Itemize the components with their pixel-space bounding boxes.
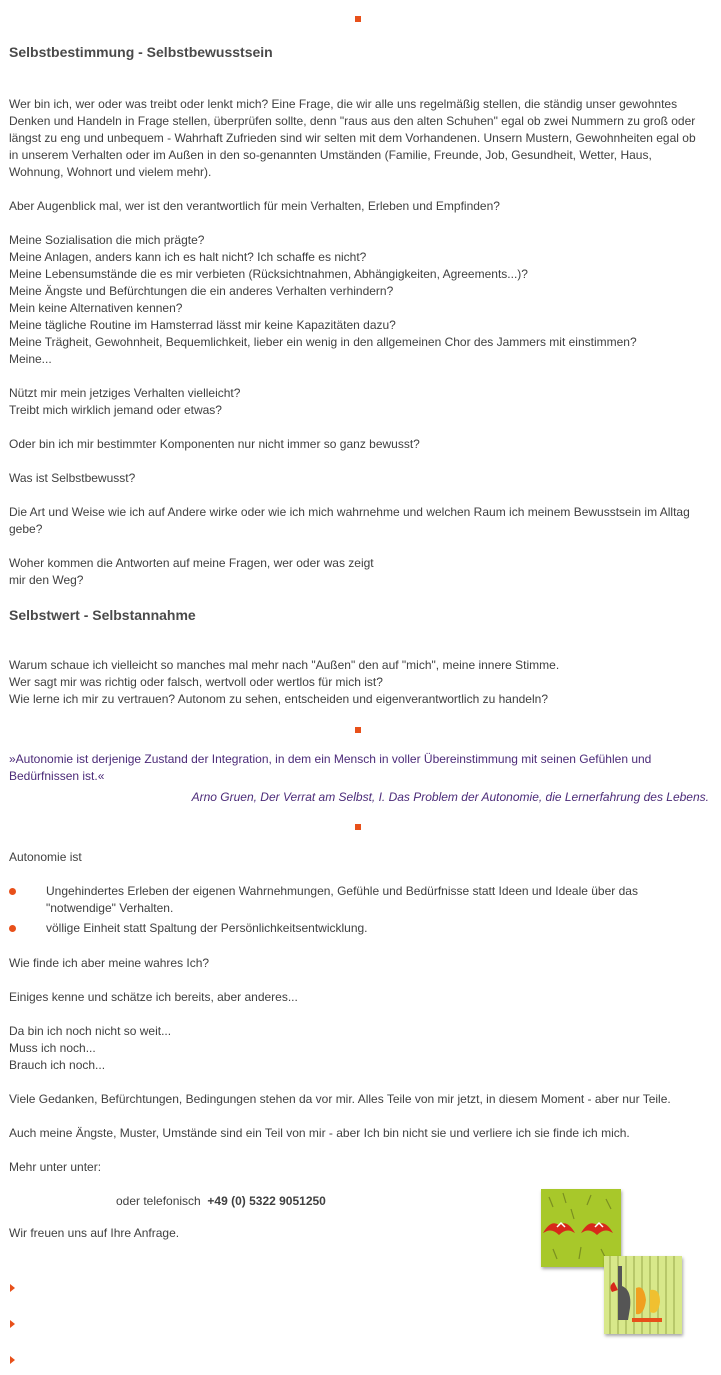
section-heading-selbstbestimmung: Selbstbestimmung - Selbstbewusstsein xyxy=(9,44,273,60)
text-line: gebe? xyxy=(9,522,43,536)
text-line: in unserem Verhalten oder im Außen in den so-genannten Umständen (Familie, Freunde, Job, Gesundheit, Wetter, Haus, xyxy=(9,148,652,162)
phone-label: oder telefonisch xyxy=(116,1194,201,1208)
text-line: Mein keine Alternativen kennen? xyxy=(9,301,183,315)
text-line: Mehr unter unter: xyxy=(9,1160,102,1174)
text-line: Wer sagt mir was richtig oder falsch, wertvoll oder wertlos für mich ist? xyxy=(9,675,383,689)
autonomie-ist-label xyxy=(9,849,704,866)
text-line: Meine... xyxy=(9,352,52,366)
quote-line: Bedürfnissen ist.« xyxy=(9,769,105,783)
text-line: Meine tägliche Routine im Hamsterrad lässt mir keine Kapazitäten dazu? xyxy=(9,318,396,332)
text-line: Einiges kenne und schätze ich bereits, aber anderes... xyxy=(9,990,298,1004)
text-line: Meine Anlagen, anders kann ich es halt nicht? Ich schaffe es nicht? xyxy=(9,250,367,264)
noch-paragraph xyxy=(9,1023,704,1074)
text-line: Muss ich noch... xyxy=(9,1041,96,1055)
section-heading-selbstwert: Selbstwert - Selbstannahme xyxy=(9,607,196,623)
woher-paragraph xyxy=(9,555,704,589)
text-line: längst zu eng und unbequem - Wahrhaft Zufrieden sind wir selten mit dem Vorhandenen. Unsern Mustern, Gewohnheiten egal ob xyxy=(9,131,696,145)
link-triangle-right-icon[interactable] xyxy=(10,1320,15,1328)
autonomie-quote xyxy=(9,751,709,785)
bullet-dot-icon xyxy=(9,925,16,932)
text-line: Meine Lebensumstände die es mir verbieten (Rücksichtnahmen, Abhängigkeiten, Agreements...)? xyxy=(9,267,528,281)
text-line: Wie lerne ich mir zu vertrauen? Autonom zu sehen, entscheiden und eigenverantwortlich zu handeln? xyxy=(9,692,548,706)
text-line: "notwendige" Verhalten. xyxy=(46,901,174,915)
list-item xyxy=(9,883,689,917)
intro-paragraph xyxy=(9,96,704,181)
selbstwert-paragraph xyxy=(9,657,704,708)
list-item xyxy=(9,920,689,937)
text-line: Viele Gedanken, Befürchtungen, Bedingungen stehen da vor mir. Alles Teile von mir jetzt, in diesem Moment - aber nur Teile. xyxy=(9,1092,671,1106)
quote-line: »Autonomie ist derjenige Zustand der Integration, in dem ein Mensch in voller Übereinstimmung mit seinen Gefühlen und xyxy=(9,752,652,766)
text-line: Ungehindertes Erleben der eigenen Wahrnehmungen, Gefühle und Bedürfnisse statt Ideen und Ideale über das xyxy=(46,884,638,898)
bullet-text xyxy=(46,920,666,937)
wie-finde-paragraph xyxy=(9,955,704,972)
was-ist-paragraph xyxy=(9,470,704,487)
phone-number[interactable]: +49 (0) 5322 9051250 xyxy=(207,1194,326,1208)
text-line: Warum schaue ich vielleicht so manches mal mehr nach "Außen" den auf "mich", meine innere Stimme. xyxy=(9,658,560,672)
question-paragraph xyxy=(9,198,704,215)
text-line: Woher kommen die Antworten auf meine Fragen, wer oder was zeigt xyxy=(9,556,374,570)
bewusst-paragraph xyxy=(9,436,704,453)
quote-source: Arno Gruen, Der Verrat am Selbst, I. Das Problem der Autonomie, die Lernerfahrung des Lebens. xyxy=(191,790,709,804)
text-line: Meine Sozialisation die mich prägte? xyxy=(9,233,205,247)
text-line: mir den Weg? xyxy=(9,573,84,587)
bullet-text xyxy=(46,883,666,917)
text-line: Wohnung, Wohnort und vielem mehr). xyxy=(9,165,212,179)
mehr-paragraph xyxy=(9,1159,704,1176)
bullet-dot-icon xyxy=(9,888,16,895)
text-line: Wir freuen uns auf Ihre Anfrage. xyxy=(9,1226,180,1240)
list-paragraph xyxy=(9,232,704,368)
art-paragraph xyxy=(9,504,704,538)
text-line: Brauch ich noch... xyxy=(9,1058,106,1072)
phone-contact xyxy=(116,1193,326,1210)
text-line: Nützt mir mein jetziges Verhalten vielleicht? xyxy=(9,386,241,400)
text-line: Meine Ängste und Befürchtungen die ein anderes Verhalten verhindern? xyxy=(9,284,394,298)
text-line: Autonomie ist xyxy=(9,850,82,864)
text-line: Denken und Handeln in Frage stellen, überprüfen sollte, denn "raus aus den alten Schuhen" egal ob zwei Nummern zu groß oder xyxy=(9,114,696,128)
text-line: Wer bin ich, wer oder was treibt oder lenkt mich? Eine Frage, die wir alle uns regelmäßig stellen, die ständig unser gewohntes xyxy=(9,97,678,111)
text-line: Die Art und Weise wie ich auf Andere wirke oder wie ich mich wahrnehme und welchen Raum ich meinem Bewusstsein im Alltag xyxy=(9,505,690,519)
text-line: Aber Augenblick mal, wer ist den verantwortlich für mein Verhalten, Erleben und Empfinden? xyxy=(9,199,500,213)
separator-square-icon xyxy=(355,824,361,830)
text-line: Oder bin ich mir bestimmter Komponenten nur nicht immer so ganz bewusst? xyxy=(9,437,420,451)
nuetzt-paragraph xyxy=(9,385,704,419)
text-line: Meine Trägheit, Gewohnheit, Bequemlichkeit, lieber ein wenig in den allgemeinen Chor des Jammers mit einstimmen? xyxy=(9,335,637,349)
separator-square-icon xyxy=(355,16,361,22)
link-triangle-right-icon[interactable] xyxy=(10,1356,15,1364)
einiges-paragraph xyxy=(9,989,704,1006)
decorative-striped-card-image xyxy=(604,1256,682,1334)
text-line: völlige Einheit statt Spaltung der Persönlichkeitsentwicklung. xyxy=(46,921,368,935)
text-line: Da bin ich noch nicht so weit... xyxy=(9,1024,172,1038)
gedanken-paragraph xyxy=(9,1091,704,1108)
aengste-paragraph xyxy=(9,1125,704,1142)
text-line: Treibt mich wirklich jemand oder etwas? xyxy=(9,403,222,417)
separator-square-icon xyxy=(355,727,361,733)
link-triangle-right-icon[interactable] xyxy=(10,1284,15,1292)
text-line: Auch meine Ängste, Muster, Umstände sind ein Teil von mir - aber Ich bin nicht sie und verliere ich sie finde ich mich. xyxy=(9,1126,630,1140)
text-line: Wie finde ich aber meine wahres Ich? xyxy=(9,956,210,970)
text-line: Was ist Selbstbewusst? xyxy=(9,471,136,485)
